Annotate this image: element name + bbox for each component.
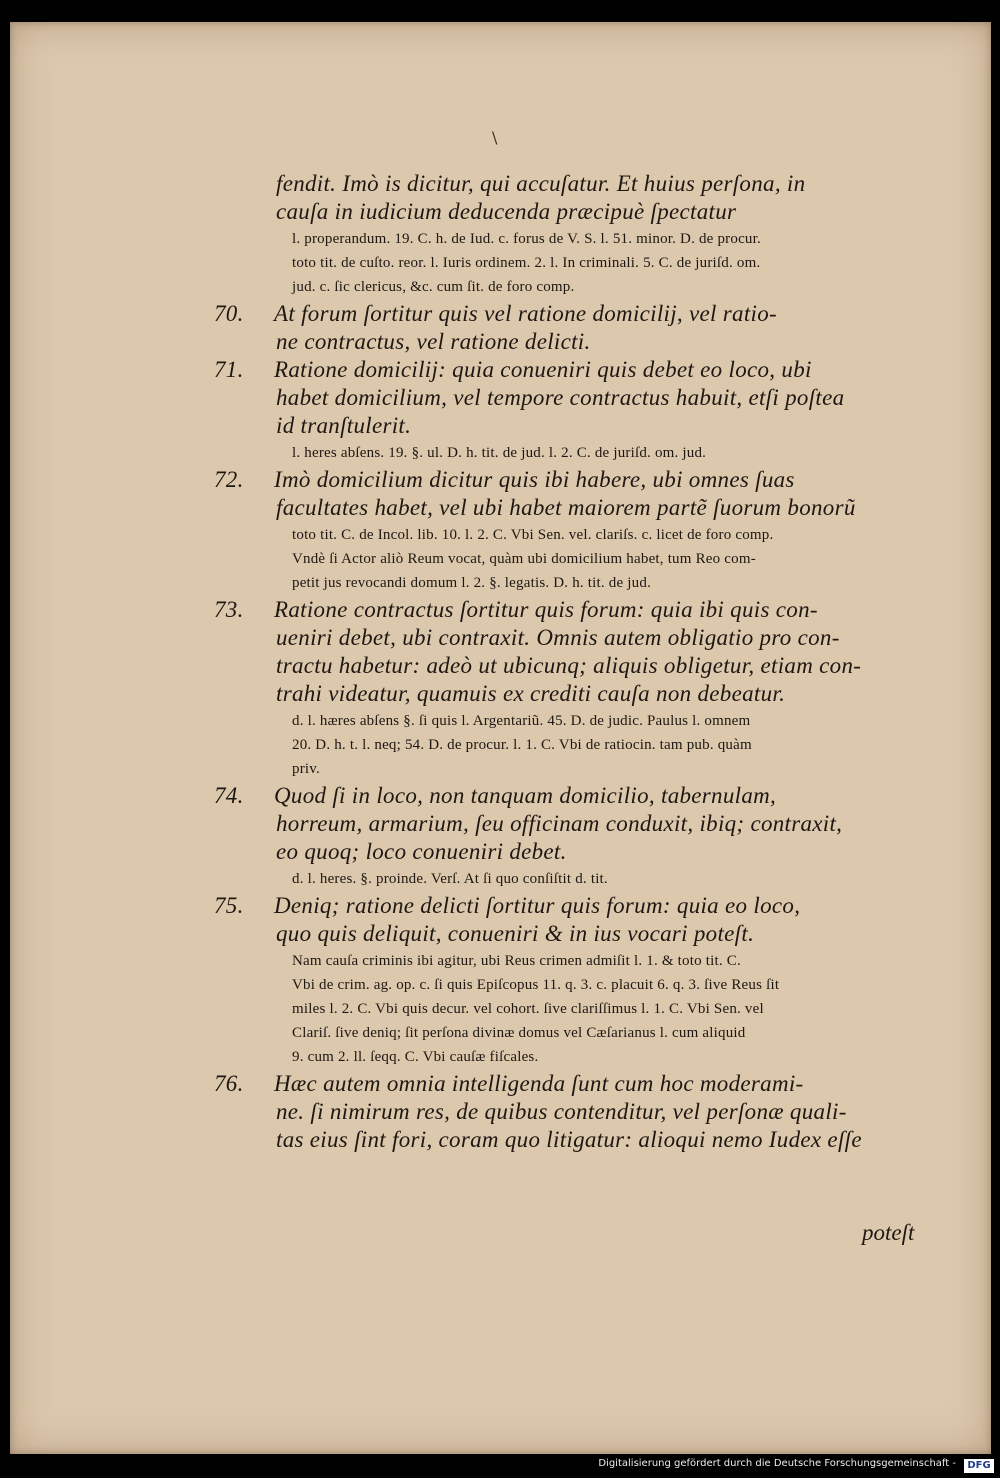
text-line — [214, 356, 966, 384]
citation-line — [292, 710, 966, 732]
line-text: horreum, armarium, ſeu officinam conduxit, ibiq; contraxit, — [276, 811, 843, 836]
text-line — [276, 198, 966, 226]
text-line — [276, 920, 966, 948]
text-line — [276, 838, 966, 866]
line-text: l. heres abſens. 19. §. ul. D. h. tit. de jud. l. 2. C. de juriſd. om. jud. — [292, 445, 707, 461]
paragraph-number: 70. — [214, 301, 244, 326]
line-text: tractu habetur: adeò ut ubicunq; aliquis obligetur, etiam con- — [276, 653, 862, 678]
text-line — [276, 624, 966, 652]
paragraph-number: 73. — [214, 597, 244, 622]
text-line — [276, 384, 966, 412]
citation-line — [292, 950, 966, 972]
line-text: Deniq; ratione delicti ſortitur quis forum: quia eo loco, — [274, 893, 801, 918]
line-text: fendit. Imò is dicitur, qui accuſatur. Et huius perſona, in — [276, 171, 806, 196]
line-text: Ratione domicilij: quia conueniri quis debet eo loco, ubi — [274, 357, 812, 382]
line-text: Clariſ. ſive deniq; ſit perſona divinæ domus vel Cæſarianus l. cum aliquid — [292, 1025, 746, 1041]
catchword: poteſt — [862, 1220, 915, 1245]
line-text: d. l. hæres abſens §. ſi quis l. Argentariũ. 45. D. de judic. Paulus l. omnem — [292, 713, 751, 729]
paragraph-number: 74. — [214, 783, 244, 808]
footer-credit: Digitalisierung gefördert durch die Deutsche Forschungsgemeinschaft - — [598, 1458, 956, 1469]
line-text: ueniri debet, ubi contraxit. Omnis autem obligatio pro con- — [276, 625, 840, 650]
line-text: Ratione contractus ſortitur quis forum: quia ibi quis con- — [274, 597, 818, 622]
line-text: 20. D. h. t. l. neq; 54. D. de procur. l. 1. C. Vbi de ratiocin. tam pub. quàm — [292, 737, 752, 753]
line-text: ne contractus, vel ratione delicti. — [276, 329, 591, 354]
text-line — [276, 494, 966, 522]
page-text — [214, 170, 966, 1154]
citation-line — [292, 252, 966, 274]
line-text: Hæc autem omnia intelligenda ſunt cum hoc moderami- — [274, 1071, 804, 1096]
citation-line — [292, 998, 966, 1020]
line-text: quo quis deliquit, conueniri & in ius vocari poteſt. — [276, 921, 755, 946]
citation-line — [292, 572, 966, 594]
line-text: miles l. 2. C. Vbi quis decur. vel cohort. ſive clariſſimus l. 1. C. Vbi Sen. vel — [292, 1001, 764, 1017]
citation-line — [292, 868, 966, 890]
line-text: l. properandum. 19. C. h. de Iud. c. forus de V. S. l. 51. minor. D. de procur. — [292, 231, 761, 247]
text-line — [214, 782, 966, 810]
text-line — [276, 412, 966, 440]
text-line — [276, 652, 966, 680]
text-line — [276, 328, 966, 356]
text-line — [214, 892, 966, 920]
text-line — [214, 1070, 966, 1098]
paragraph-number: 72. — [214, 467, 244, 492]
line-text: ne. ſi nimirum res, de quibus contenditur, vel perſonæ quali- — [276, 1099, 847, 1124]
paragraph-number: 76. — [214, 1071, 244, 1096]
line-text: Imò domicilium dicitur quis ibi habere, ubi omnes ſuas — [274, 467, 795, 492]
line-text: Quod ſi in loco, non tanquam domicilio, tabernulam, — [274, 783, 777, 808]
scanned-page — [10, 22, 991, 1454]
citation-line — [292, 1046, 966, 1068]
citation-line — [292, 734, 966, 756]
line-text: d. l. heres. §. proinde. Verſ. At ſi quo conſiſtit d. tit. — [292, 871, 608, 887]
line-text: jud. c. ſic clericus, &c. cum ſit. de foro comp. — [292, 279, 575, 295]
text-line — [276, 1098, 966, 1126]
text-line — [214, 596, 966, 624]
citation-line — [292, 228, 966, 250]
text-line — [276, 810, 966, 838]
line-text: tas eius ſint fori, coram quo litigatur: alioqui nemo Iudex eſſe — [276, 1127, 862, 1152]
citation-line — [292, 758, 966, 780]
paragraph-number: 71. — [214, 357, 244, 382]
line-text: toto tit. de cuſto. reor. l. Iuris ordinem. 2. l. In criminali. 5. C. de juriſd. om. — [292, 255, 761, 271]
text-line — [276, 1126, 966, 1154]
line-text: Nam cauſa criminis ibi agitur, ubi Reus crimen admiſit l. 1. & toto tit. C. — [292, 953, 741, 969]
citation-line — [292, 1022, 966, 1044]
text-line — [214, 300, 966, 328]
line-text: 9. cum 2. ll. ſeqq. C. Vbi cauſæ fiſcales. — [292, 1049, 539, 1065]
line-text: priv. — [292, 761, 320, 777]
text-line — [276, 170, 966, 198]
page-mark: \ — [492, 128, 498, 147]
paragraph-number: 75. — [214, 893, 244, 918]
dfg-logo: DFG — [964, 1459, 994, 1473]
citation-line — [292, 548, 966, 570]
line-text: Vndè ſi Actor aliò Reum vocat, quàm ubi domicilium habet, tum Reo com- — [292, 551, 756, 567]
line-text: facultates habet, vel ubi habet maiorem partẽ ſuorum bonorũ — [276, 495, 856, 520]
line-text: cauſa in iudicium deducenda præcipuè ſpectatur — [276, 199, 737, 224]
citation-line — [292, 974, 966, 996]
text-line — [276, 680, 966, 708]
line-text: habet domicilium, vel tempore contractus habuit, etſi poſtea — [276, 385, 845, 410]
citation-line — [292, 524, 966, 546]
line-text: At forum ſortitur quis vel ratione domicilij, vel ratio- — [274, 301, 777, 326]
line-text: trahi videatur, quamuis ex crediti cauſa non debeatur. — [276, 681, 786, 706]
line-text: toto tit. C. de Incol. lib. 10. l. 2. C. Vbi Sen. vel. clariſs. c. licet de foro comp. — [292, 527, 774, 543]
line-text: id tranſtulerit. — [276, 413, 412, 438]
citation-line — [292, 442, 966, 464]
line-text: petit jus revocandi domum l. 2. §. legatis. D. h. tit. de jud. — [292, 575, 652, 591]
text-line — [214, 466, 966, 494]
line-text: Vbi de crim. ag. op. c. ſi quis Epiſcopus 11. q. 3. c. placuit 6. q. 3. ſive Reus ſit — [292, 977, 780, 993]
line-text: eo quoq; loco conueniri debet. — [276, 839, 567, 864]
citation-line — [292, 276, 966, 298]
